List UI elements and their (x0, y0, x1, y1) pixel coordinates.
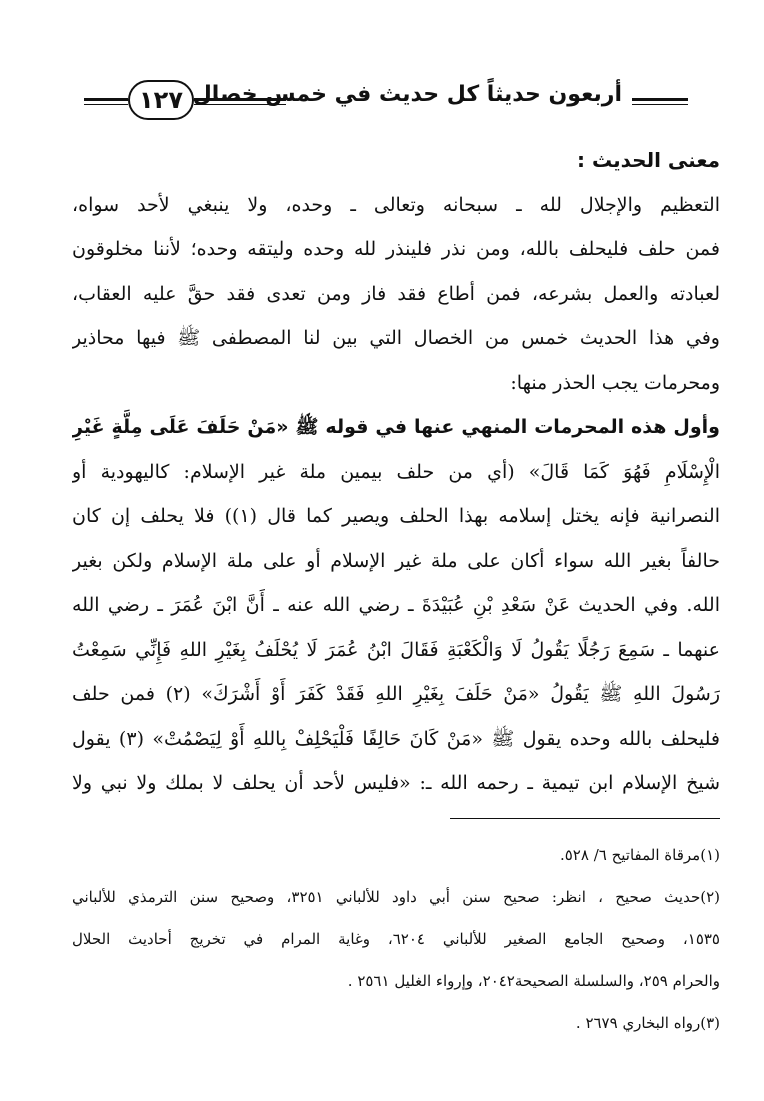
footnote: والحرام ٢٥٩، والسلسلة الصحيحة٢٠٤٢، وإرواء الغليل ٢٥٦١ . (347, 972, 720, 990)
text-line: وفي هذا الحديث خمس من الخصال التي بين لنا المصطفى ﷺ فيها محاذير (72, 327, 720, 349)
body-text (72, 138, 720, 806)
text-line: الله. وفي الحديث عَنْ سَعْدِ بْنِ عُبَيْدَةَ ـ رضي الله عنه ـ أَنَّ ابْنَ عُمَرَ ـ رضي الله (72, 594, 720, 616)
running-title: أربعون حديثاً كل حديث في خمس خصال (192, 82, 622, 107)
text-line: وأول هذه المحرمات المنهي عنها في قوله ﷺ «مَنْ حَلَفَ عَلَى مِلَّةٍ غَيْرِ (72, 416, 720, 438)
footnote: (٣)رواه البخاري ٢٦٧٩ . (575, 1014, 720, 1032)
text-line: حالفاً بغير الله سواء أكان على ملة غير الإسلام أو على ملة الإسلام ولكن بغير (72, 549, 720, 572)
footnote: ١٥٣٥، وصحيح الجامع الصغير للألباني ٦٢٠٤، وغاية المرام في تخريج أحاديث الحلال (72, 930, 720, 948)
text-line: شيخ الإسلام ابن تيمية ـ رحمه الله ـ: «فليس لأحد أن يحلف لا بملك ولا نبي ولا (72, 772, 720, 794)
text-line: النصرانية فإنه يختل إسلامه بهذا الحلف ويصير كما قال (١)) فلا يحلف إن كان (72, 505, 720, 527)
page-header (84, 80, 688, 124)
text-line: ومحرمات يجب الحذر منها: (510, 371, 720, 394)
text-line: التعظيم والإجلال لله ـ سبحانه وتعالى ـ وحده، ولا ينبغي لأحد سواه، (72, 193, 720, 216)
header-rule-middle (194, 98, 286, 105)
text-line: لعبادته والعمل بشرعه، فمن أطاع فقد فاز ومن تعدى فقد حقَّ عليه العقاب، (72, 282, 720, 305)
header-rule-left (84, 98, 128, 105)
text-line: الْإِسْلَامِ فَهُوَ كَمَا قَالَ» (أي من حلف بيمين ملة غير الإسلام: كاليهودية أو (72, 460, 720, 483)
text-line: فمن حلف فليحلف بالله، ومن نذر فلينذر لله وحده وليتقه وحده؛ لأننا مخلوقون (72, 238, 720, 260)
section-heading: معنى الحديث : (576, 148, 720, 172)
text-line: فليحلف بالله وحده يقول ﷺ «مَنْ كَانَ حَالِفًا فَلْيَحْلِفْ بِاللهِ أَوْ لِيَصْمُتْ» (٣) يقول (72, 727, 720, 750)
text-line: عنهما ـ سَمِعَ رَجُلًا يَقُولُ لَا وَالْكَعْبَةِ فَقَالَ ابْنُ عُمَرَ لَا يُحْلَفُ بِغَيْرِ اللهِ فَإِنِّي سَمِعْتُ (72, 638, 720, 661)
footnotes (72, 834, 720, 1044)
page-number: ١٢٧ (128, 80, 194, 120)
footnote: (١)مرقاة المفاتيح ٦/ ٥٢٨. (559, 846, 720, 864)
header-rule-right (632, 98, 688, 105)
text-line: رَسُولَ اللهِ ﷺ يَقُولُ «مَنْ حَلَفَ بِغَيْرِ اللهِ فَقَدْ كَفَرَ أَوْ أَشْرَكَ» (٢) فمن حلف (72, 683, 720, 705)
footnote-separator (450, 818, 720, 819)
footnote: (٢)حديث صحيح ، انظر: صحيح سنن أبي داود للألباني ٣٢٥١، وصحيح سنن الترمذي للألباني (72, 888, 720, 906)
